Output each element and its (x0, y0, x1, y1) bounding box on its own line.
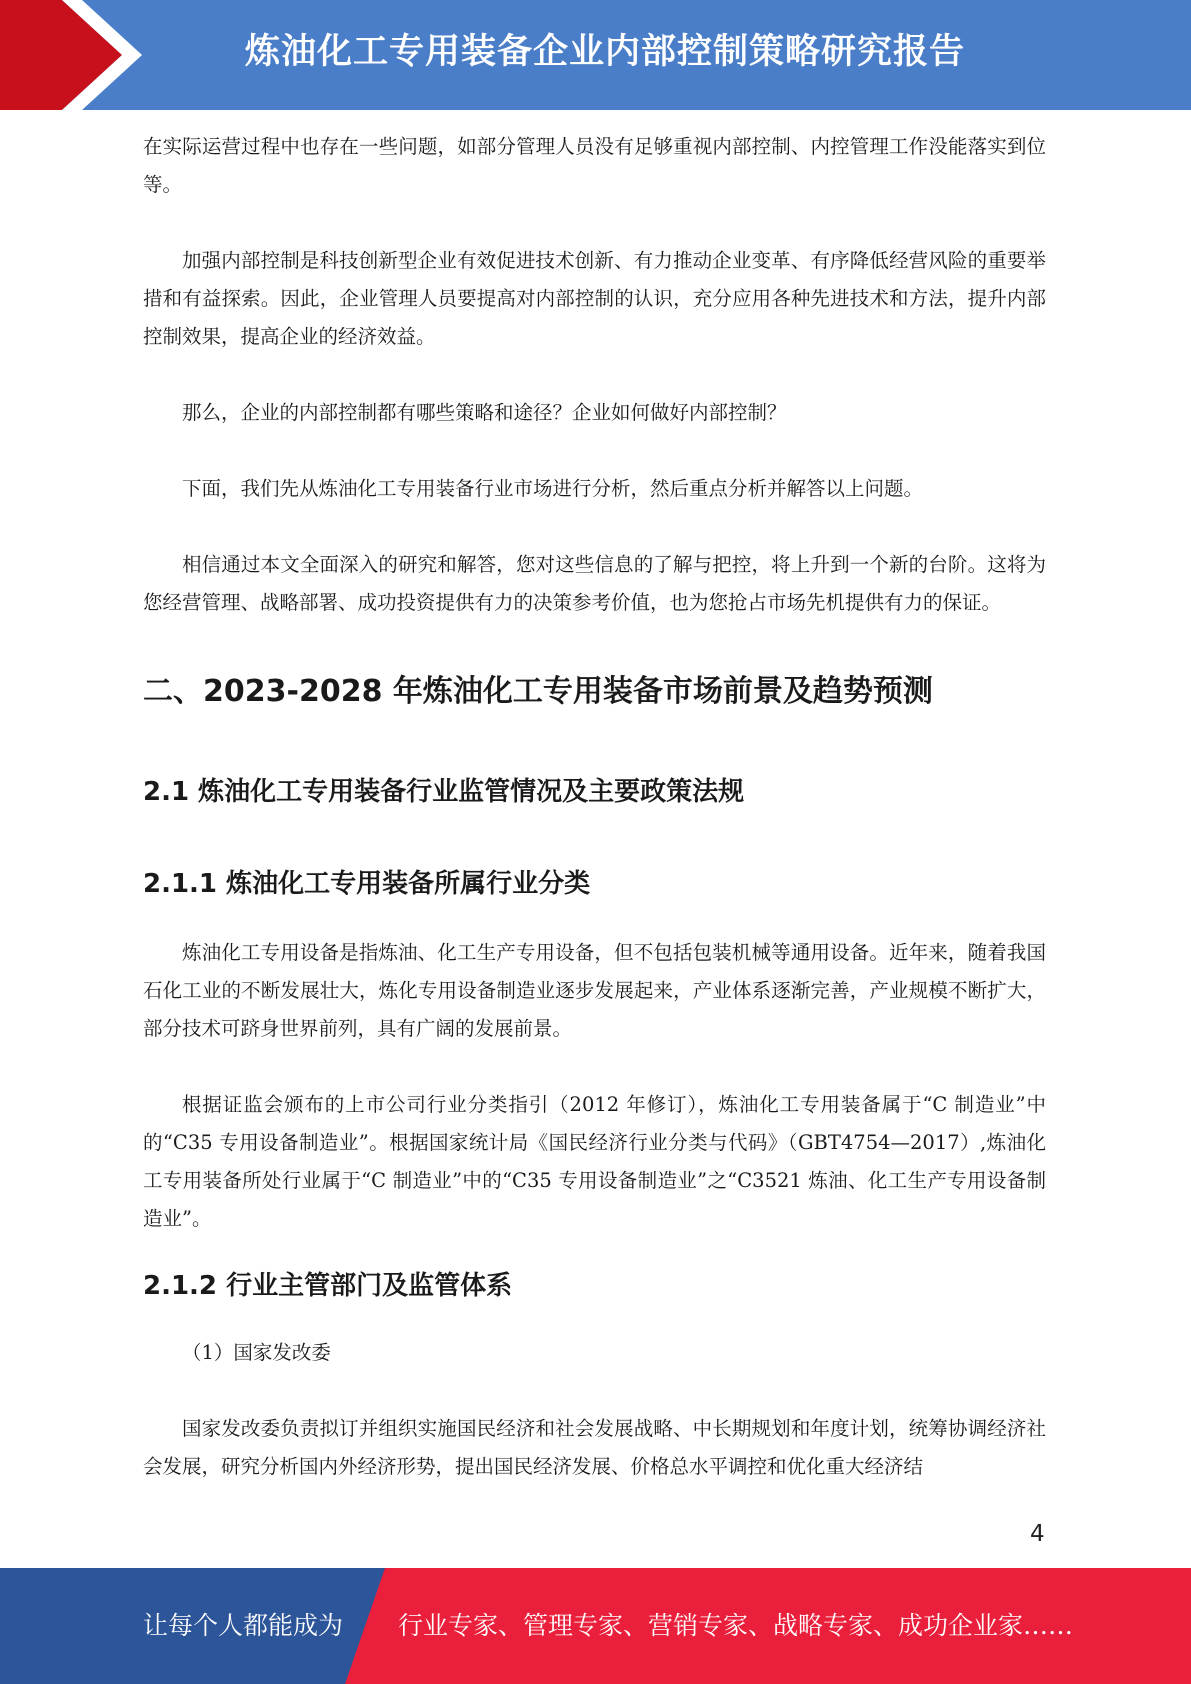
subsection-heading: 2.1 炼油化工专用装备行业监管情况及主要政策法规 (143, 777, 745, 807)
paragraph: 炼油化工专用设备是指炼油、化工生产专用设备，但不包括包装机械等通用设备。近年来，随着我国石化工业的不断发展壮大，炼化专用设备制造业逐步发展起来，产业体系逐渐完善，产业规模不断扩大，部分技术可跻身世界前列，具有广阔的发展前景。 (143, 941, 1046, 1040)
page-header (0, 0, 1191, 110)
page-footer (0, 1568, 1191, 1684)
subsubsection-heading: 2.1.2 行业主管部门及监管体系 (143, 1271, 513, 1301)
paragraph: 加强内部控制是科技创新型企业有效促进技术创新、有力推动企业变革、有序降低经营风险的重要举措和有益探索。因此，企业管理人员要提高对内部控制的认识，充分应用各种先进技术和方法，提升内部控制效果，提高企业的经济效益。 (143, 249, 1046, 348)
footer-slogan-right: 行业专家、管理专家、营销专家、战略专家、成功企业家…… (398, 1611, 1074, 1640)
paragraph: 根据证监会颁布的上市公司行业分类指引（2012 年修订），炼油化工专用装备属于“C 制造业”中的“C35 专用设备制造业”。根据国家统计局《国民经济行业分类与代码》（GBT4754—2017）,炼油化工专用装备所处行业属于“C 制造业”中的“C35 专用设备制造业”之“C3521 炼油、化工生产专用设备制造业”。 (143, 1093, 1046, 1230)
list-heading: （1）国家发改委 (182, 1341, 331, 1364)
subsubsection-heading: 2.1.1 炼油化工专用装备所属行业分类 (143, 869, 591, 899)
header-title: 炼油化工专用装备企业内部控制策略研究报告 (245, 32, 966, 72)
page-number: 4 (1030, 1521, 1045, 1547)
paragraph: 国家发改委负责拟订并组织实施国民经济和社会发展战略、中长期规划和年度计划，统筹协调经济社会发展，研究分析国内外经济形势，提出国民经济发展、价格总水平调控和优化重大经济结 (143, 1417, 1046, 1478)
paragraph: 下面，我们先从炼油化工专用装备行业市场进行分析，然后重点分析并解答以上问题。 (182, 477, 924, 500)
document-body (143, 128, 1046, 1486)
section-heading: 二、2023-2028 年炼油化工专用装备市场前景及趋势预测 (143, 674, 933, 709)
paragraph: 那么，企业的内部控制都有哪些策略和途径？企业如何做好内部控制？ (182, 401, 787, 424)
paragraph: 在实际运营过程中也存在一些问题，如部分管理人员没有足够重视内部控制、内控管理工作没能落实到位等。 (143, 135, 1046, 196)
footer-slogan-left: 让每个人都能成为 (143, 1611, 344, 1640)
paragraph: 相信通过本文全面深入的研究和解答，您对这些信息的了解与把控，将上升到一个新的台阶。这将为您经营管理、战略部署、成功投资提供有力的决策参考价值，也为您抢占市场先机提供有力的保证。 (143, 553, 1046, 614)
